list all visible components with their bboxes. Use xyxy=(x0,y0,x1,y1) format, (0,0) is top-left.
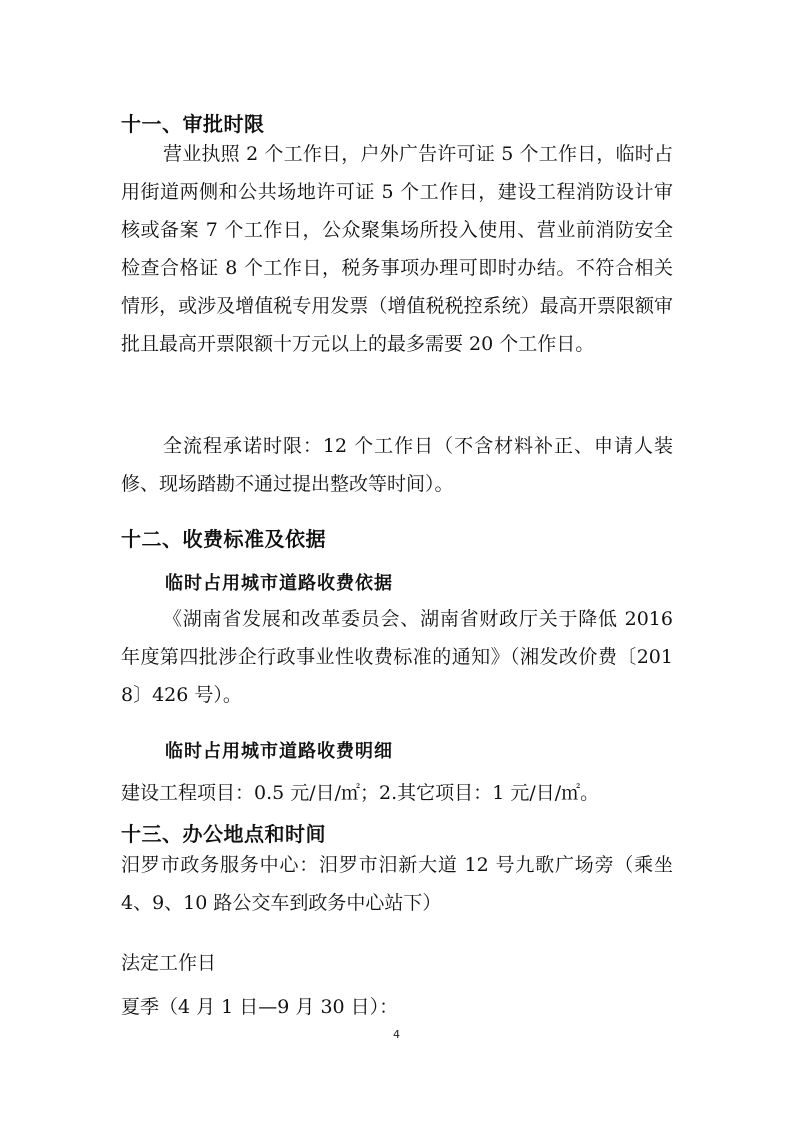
section-11-paragraph-1: 营业执照 2 个工作日，户外广告许可证 5 个工作日，临时占用街道两侧和公共场地许可证 5 个工作日，建设工程消防设计审核或备案 7 个工作日，公众聚集场所投入使用、营业前消防安全检查合格证 8 个工作日，税务事项办理可即时办结。不符合相关情形，或涉及增值税专用发票（增值税税控系统）最高开票限额审批且最高开票限额十万元以上的最多需要 20 个工作日。 xyxy=(121,143,673,355)
section-13-heading: 十三、办公地点和时间 xyxy=(121,822,326,846)
page-number: 4 xyxy=(393,1028,400,1041)
section-12-subheading-1: 临时占用城市道路收费依据 xyxy=(165,573,393,594)
section-12-paragraph-1: 《湖南省发展和改革委员会、湖南省财政厅关于降低 2016 年度第四批涉企行政事业性收费标准的通知》（湘发改价费〔2018〕426 号）。 xyxy=(121,608,673,706)
section-12-subheading-2: 临时占用城市道路收费明细 xyxy=(165,741,393,762)
section-12-paragraph-2: 建设工程项目：0.5 元/日/㎡；2.其它项目：1 元/日/㎡。 xyxy=(121,782,600,804)
section-12-heading: 十二、收费标准及依据 xyxy=(121,527,326,551)
section-13-paragraph-3: 夏季（4 月 1 日—9 月 30 日）： xyxy=(121,996,399,1018)
section-11-paragraph-2: 全流程承诺时限：12 个工作日（不含材料补正、申请人装修、现场踏勘不通过提出整改等时间）。 xyxy=(121,435,673,495)
section-11-heading: 十一、审批时限 xyxy=(121,112,265,136)
section-13-paragraph-2: 法定工作日 xyxy=(121,952,217,974)
section-13-paragraph-1: 汨罗市政务服务中心：汨罗市汨新大道 12 号九歌广场旁（乘坐 4、9、10 路公交车到政务中心站下） xyxy=(121,854,673,914)
